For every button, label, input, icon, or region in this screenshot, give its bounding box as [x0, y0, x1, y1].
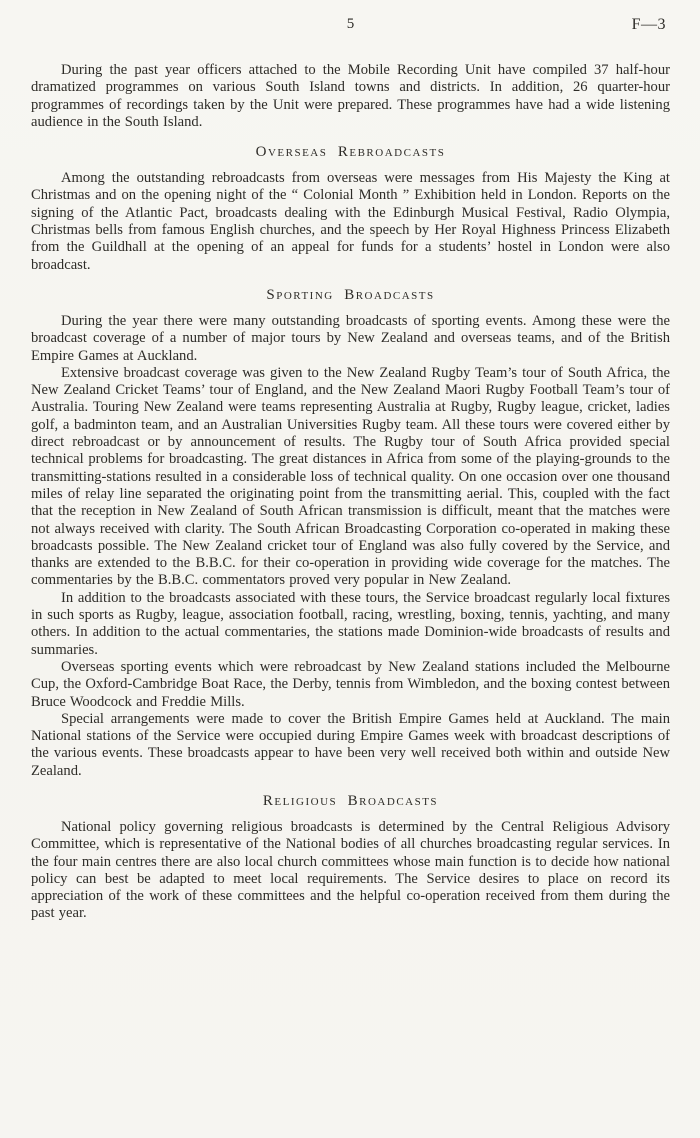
paragraph-sporting-overview: During the year there were many outstanding broadcasts of sporting events. Among these were the broadcast coverage of a number of major tours by New Zealand and overseas teams, and of the British Empire Games at Auckland.: [31, 312, 670, 364]
page-number: 5: [346, 16, 355, 32]
folio-reference: F—3: [631, 16, 666, 33]
paragraph-overseas-sporting-events: Overseas sporting events which were rebroadcast by New Zealand stations included the Melbourne Cup, the Oxford-Cambridge Boat Race, the Derby, tennis from Wimbledon, and the boxing contest between Bruce Woodcock and Freddie Mills.: [31, 658, 670, 710]
paragraph-empire-games: Special arrangements were made to cover the British Empire Games held at Auckland. The main National stations of the Service were occupied during Empire Games week with broadcast descriptions of the various events. These broadcasts appear to have been very well received both within and outside New Zealand.: [31, 710, 670, 779]
paragraph-overseas-rebroadcasts: Among the outstanding rebroadcasts from overseas were messages from His Majesty the King at Christmas and on the opening night of the “ Colonial Month ” Exhibition held in London. Reports on the signing of the Atlantic Pact, broadcasts dealing with the Edinburgh Musical Festival, Radio Olympia, Christmas bells from famous English churches, and the speech by Her Royal Highness Princess Elizabeth from the Guildhall at the opening of an appeal for funds for a students’ hostel in London were also broadcast.: [31, 170, 670, 273]
paragraph-sporting-tours: Extensive broadcast coverage was given to the New Zealand Rugby Team’s tour of South Africa, the New Zealand Cricket Teams’ tour of England, and the New Zealand Maori Rugby Football Team’s tour of Australia. Touring New Zealand were teams representing Australia at Rugby, Rugby league, cricket, ladies golf, a badminton team, and an Australian Universities Rugby team. All these tours were covered either by direct rebroadcast or by announcement of results. The Rugby tour of South Africa provided special technical problems for broadcasting. The great distances in Africa from some of the playing-grounds to the transmitting-stations resulted in a considerable loss of technical quality. On one occasion over one thousand miles of relay line separated the originating point from the transmitting aerial. This, coupled with the fact that the reception in New Zealand of South African transmission is difficult, meant that the matches were not always received with clarity. The South African Broadcasting Corporation co-operated in making these broadcasts possible. The New Zealand cricket tour of England was also fully covered by the Service, and thanks are extended to the B.B.C. for their co-operation in providing wide coverage for the matches. The commentaries by the B.B.C. commentators proved very popular in New Zealand.: [31, 364, 670, 589]
document-body: [31, 62, 670, 923]
paragraph-mobile-recording-unit: During the past year officers attached to the Mobile Recording Unit have compiled 37 half-hour dramatized programmes on various South Island towns and districts. In addition, 26 quarter-hour programmes of recordings taken by the Unit were prepared. These programmes have had a wide listening audience in the South Island.: [31, 62, 670, 130]
heading-overseas-rebroadcasts: Overseas Rebroadcasts: [255, 144, 446, 161]
paragraph-local-fixtures: In addition to the broadcasts associated with these tours, the Service broadcast regularly local fixtures in such sports as Rugby, league, association football, racing, wrestling, boxing, tennis, yachting, and many others. In addition to the actual commentaries, the stations made Dominion-wide broadcasts of results and summaries.: [31, 589, 670, 658]
heading-religious-broadcasts: Religious Broadcasts: [262, 792, 439, 809]
paragraph-religious-broadcasts: National policy governing religious broadcasts is determined by the Central Religious Advisory Committee, which is representative of the National bodies of all churches broadcasting regular services. In the four main centres there are also local church committees whose main function is to decide how national policy can best be adapted to meet local requirements. The Service desires to place on record its appreciation of the work of these committees and the helpful co-operation received from them during the past year.: [31, 818, 670, 922]
heading-sporting-broadcasts: Sporting Broadcasts: [266, 286, 435, 303]
page-header: [31, 16, 670, 40]
